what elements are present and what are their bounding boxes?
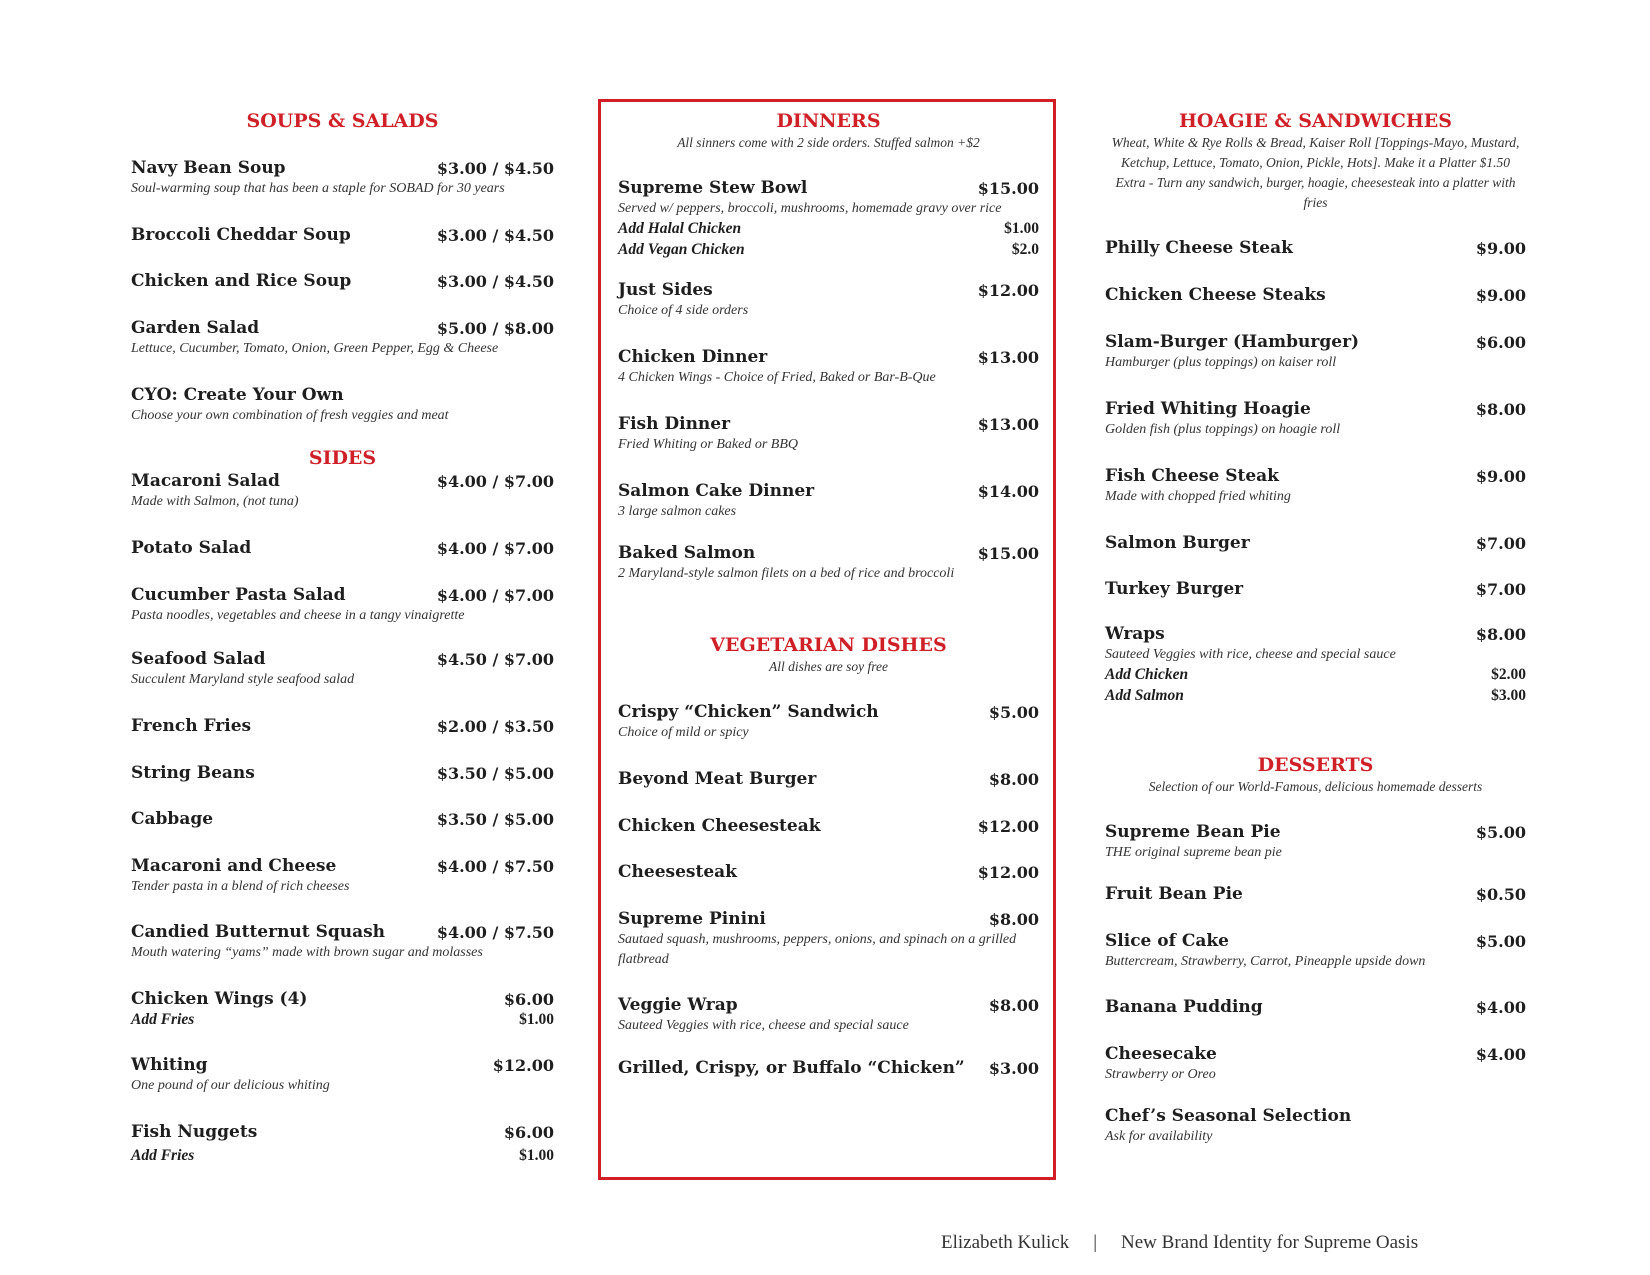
menu-item: Macaroni and Cheese $4.00 / $7.50 xyxy=(131,856,554,876)
item-description: Choice of mild or spicy xyxy=(618,725,749,740)
item-price: $12.00 xyxy=(977,863,1039,882)
item-addon: Add Salmon $3.00 xyxy=(1105,687,1526,704)
item-price: $3.50 / $5.00 xyxy=(436,810,554,829)
menu-item: Grilled, Crispy, or Buffalo “Chicken” $3.00 xyxy=(618,1058,1039,1078)
item-price: $15.00 xyxy=(977,544,1039,563)
menu-item: Fish Dinner $13.00 xyxy=(618,414,1039,434)
item-description: Choose your own combination of fresh veggies and meat xyxy=(131,408,449,423)
section-title-dinners: DINNERS xyxy=(776,110,881,132)
item-price: $3.00 / $4.50 xyxy=(436,272,554,291)
item-price: $9.00 xyxy=(1475,286,1526,305)
item-price: $4.50 / $7.00 xyxy=(436,650,554,669)
item-description: Sauteed Veggies with rice, cheese and special sauce xyxy=(1105,647,1396,662)
menu-item: Veggie Wrap $8.00 xyxy=(618,995,1039,1015)
menu-item: Navy Bean Soup $3.00 / $4.50 xyxy=(131,158,554,178)
item-price: $3.00 xyxy=(988,1059,1039,1078)
item-description: One pound of our delicious whiting xyxy=(131,1078,330,1093)
section-title-hoagies: HOAGIE & SANDWICHES xyxy=(1178,110,1453,132)
item-description: Made with Salmon, (not tuna) xyxy=(131,494,299,509)
item-price: $6.00 xyxy=(1475,333,1526,352)
item-price: $6.00 xyxy=(503,990,554,1009)
item-price: $8.00 xyxy=(988,770,1039,789)
item-description: 2 Maryland-style salmon filets on a bed of rice and broccoli xyxy=(618,566,955,581)
menu-item: Cabbage $3.50 / $5.00 xyxy=(131,809,554,829)
menu-item: Fried Whiting Hoagie $8.00 xyxy=(1105,399,1526,419)
footer-author: Elizabeth Kulick xyxy=(941,1232,1070,1253)
item-price: $12.00 xyxy=(977,281,1039,300)
item-description: Sautaed squash, mushrooms, peppers, onions, and spinach on a grilled flatbread xyxy=(618,932,1017,967)
menu-item: Supreme Stew Bowl $15.00 xyxy=(618,178,1039,198)
item-description: Fried Whiting or Baked or BBQ xyxy=(618,437,799,452)
menu-item: Slice of Cake $5.00 xyxy=(1105,931,1526,951)
item-price: $6.00 xyxy=(503,1123,554,1142)
item-addon: Add Fries $1.00 xyxy=(131,1147,554,1164)
item-addon: Add Fries $1.00 xyxy=(131,1011,554,1028)
menu-item: Fish Cheese Steak $9.00 xyxy=(1105,466,1526,486)
item-price: $13.00 xyxy=(977,348,1039,367)
item-description: Golden fish (plus toppings) on hoagie roll xyxy=(1105,422,1341,437)
item-description: 3 large salmon cakes xyxy=(618,504,737,519)
menu-item: Wraps $8.00 xyxy=(1105,624,1526,644)
item-description: THE original supreme bean pie xyxy=(1105,845,1282,860)
item-price: $14.00 xyxy=(977,482,1039,501)
item-price: $12.00 xyxy=(492,1056,554,1075)
item-price: $9.00 xyxy=(1475,239,1526,258)
menu-item: Baked Salmon $15.00 xyxy=(618,543,1039,563)
menu-item: Turkey Burger $7.00 xyxy=(1105,579,1526,599)
item-price: $8.00 xyxy=(1475,625,1526,644)
menu-item: String Beans $3.50 / $5.00 xyxy=(131,763,554,783)
section-title-vegetarian: VEGETARIAN DISHES xyxy=(710,634,947,656)
menu-item: Supreme Pinini $8.00 xyxy=(618,909,1039,929)
menu-item: Philly Cheese Steak $9.00 xyxy=(1105,238,1526,258)
item-price: $4.00 / $7.00 xyxy=(436,539,554,558)
item-price: $15.00 xyxy=(977,179,1039,198)
item-price: $5.00 xyxy=(1475,932,1526,951)
item-description: Made with chopped fried whiting xyxy=(1105,489,1291,504)
item-price: $4.00 / $7.00 xyxy=(436,586,554,605)
menu-item: Chef’s Seasonal Selection xyxy=(1105,1106,1352,1126)
item-description: Buttercream, Strawberry, Carrot, Pineapple upside down xyxy=(1105,954,1426,969)
item-price: $3.00 / $4.50 xyxy=(436,159,554,178)
item-description: Ask for availability xyxy=(1105,1129,1213,1144)
item-description: Lettuce, Cucumber, Tomato, Onion, Green Pepper, Egg & Cheese xyxy=(131,341,499,356)
menu-item: Seafood Salad $4.50 / $7.00 xyxy=(131,649,554,669)
item-price: $7.00 xyxy=(1475,534,1526,553)
menu-item: Salmon Cake Dinner $14.00 xyxy=(618,481,1039,501)
menu-item: Cucumber Pasta Salad $4.00 / $7.00 xyxy=(131,585,554,605)
menu-item: Beyond Meat Burger $8.00 xyxy=(618,769,1039,789)
menu-item: Chicken Cheesesteak $12.00 xyxy=(618,816,1039,836)
item-price: $3.50 / $5.00 xyxy=(436,764,554,783)
menu-item: Candied Butternut Squash $4.00 / $7.50 xyxy=(131,922,554,942)
item-price: $7.00 xyxy=(1475,580,1526,599)
item-price: $4.00 xyxy=(1475,1045,1526,1064)
menu-item: Fish Nuggets $6.00 xyxy=(131,1122,554,1142)
section-note: Wheat, White & Rye Rolls & Bread, Kaiser Roll [Toppings-Mayo, Mustard, Ketchup, Lettuce, Tomato, Onion, Pickle, Hots]. Make it a Platter $1.50 Extra - Turn any sandwich, burger, hoagie, cheesesteak into a platter with fries xyxy=(1111,135,1520,210)
item-description: Mouth watering “yams” made with brown sugar and molasses xyxy=(131,945,483,960)
section-title-soups-salads: SOUPS & SALADS xyxy=(246,110,439,132)
menu-item: French Fries $2.00 / $3.50 xyxy=(131,716,554,736)
item-description: Choice of 4 side orders xyxy=(618,303,749,318)
item-price: $5.00 xyxy=(1475,823,1526,842)
item-price: $0.50 xyxy=(1475,885,1526,904)
item-price: $4.00 / $7.50 xyxy=(436,857,554,876)
item-addon: Add Chicken $2.00 xyxy=(1105,666,1526,683)
menu-item: Chicken Dinner $13.00 xyxy=(618,347,1039,367)
section-note: All dishes are soy free xyxy=(769,659,888,674)
footer-separator: | xyxy=(1093,1232,1098,1253)
footer-project: New Brand Identity for Supreme Oasis xyxy=(1121,1232,1419,1253)
item-addon: Add Halal Chicken $1.00 xyxy=(618,220,1039,237)
menu-item: Salmon Burger $7.00 xyxy=(1105,533,1526,553)
item-price: $12.00 xyxy=(977,817,1039,836)
item-description: Served w/ peppers, broccoli, mushrooms, homemade gravy over rice xyxy=(618,201,1002,216)
item-price: $8.00 xyxy=(988,910,1039,929)
section-title-sides: SIDES xyxy=(308,447,377,469)
menu-item: Supreme Bean Pie $5.00 xyxy=(1105,822,1526,842)
menu-item: Fruit Bean Pie $0.50 xyxy=(1105,884,1526,904)
menu-item: Cheesecake $4.00 xyxy=(1105,1044,1526,1064)
item-price: $8.00 xyxy=(1475,400,1526,419)
item-price: $2.00 / $3.50 xyxy=(436,717,554,736)
section-note: All sinners come with 2 side orders. Stuffed salmon +$2 xyxy=(677,135,980,150)
item-description: Succulent Maryland style seafood salad xyxy=(131,672,355,687)
item-price: $8.00 xyxy=(988,996,1039,1015)
item-description: Tender pasta in a blend of rich cheeses xyxy=(131,879,350,894)
menu-item: Garden Salad $5.00 / $8.00 xyxy=(131,318,554,338)
footer-credit xyxy=(941,1232,1501,1254)
item-price: $13.00 xyxy=(977,415,1039,434)
menu-item: Chicken Cheese Steaks $9.00 xyxy=(1105,285,1526,305)
item-price: $5.00 / $8.00 xyxy=(436,319,554,338)
item-addon: Add Vegan Chicken $2.0 xyxy=(618,241,1039,258)
item-description: 4 Chicken Wings - Choice of Fried, Baked or Bar-B-Que xyxy=(618,370,936,385)
item-description: Hamburger (plus toppings) on kaiser roll xyxy=(1105,355,1337,370)
item-price: $4.00 / $7.50 xyxy=(436,923,554,942)
menu-item: Chicken Wings (4) $6.00 xyxy=(131,989,554,1009)
menu-item: Crispy “Chicken” Sandwich $5.00 xyxy=(618,702,1039,722)
item-description: Strawberry or Oreo xyxy=(1105,1067,1216,1082)
section-title-desserts: DESSERTS xyxy=(1257,754,1374,776)
item-price: $4.00 xyxy=(1475,998,1526,1017)
menu-item: Just Sides $12.00 xyxy=(618,280,1039,300)
item-description: Sauteed Veggies with rice, cheese and special sauce xyxy=(618,1018,909,1033)
menu-item: Macaroni Salad $4.00 / $7.00 xyxy=(131,471,554,491)
section-note: Selection of our World-Famous, delicious homemade desserts xyxy=(1148,779,1483,794)
menu-item: Slam-Burger (Hamburger) $6.00 xyxy=(1105,332,1526,352)
menu-item: Banana Pudding $4.00 xyxy=(1105,997,1526,1017)
item-description: Pasta noodles, vegetables and cheese in a tangy vinaigrette xyxy=(131,608,465,623)
menu-item: Cheesesteak $12.00 xyxy=(618,862,1039,882)
menu-item: Whiting $12.00 xyxy=(131,1055,554,1075)
item-price: $3.00 / $4.50 xyxy=(436,226,554,245)
item-price: $4.00 / $7.00 xyxy=(436,472,554,491)
menu-item: Potato Salad $4.00 / $7.00 xyxy=(131,538,554,558)
menu-item: CYO: Create Your Own xyxy=(131,385,344,405)
menu-item: Broccoli Cheddar Soup $3.00 / $4.50 xyxy=(131,225,554,245)
item-description: Soul-warming soup that has been a staple for SOBAD for 30 years xyxy=(131,181,505,196)
item-price: $5.00 xyxy=(988,703,1039,722)
menu-item: Chicken and Rice Soup $3.00 / $4.50 xyxy=(131,271,554,291)
item-price: $9.00 xyxy=(1475,467,1526,486)
